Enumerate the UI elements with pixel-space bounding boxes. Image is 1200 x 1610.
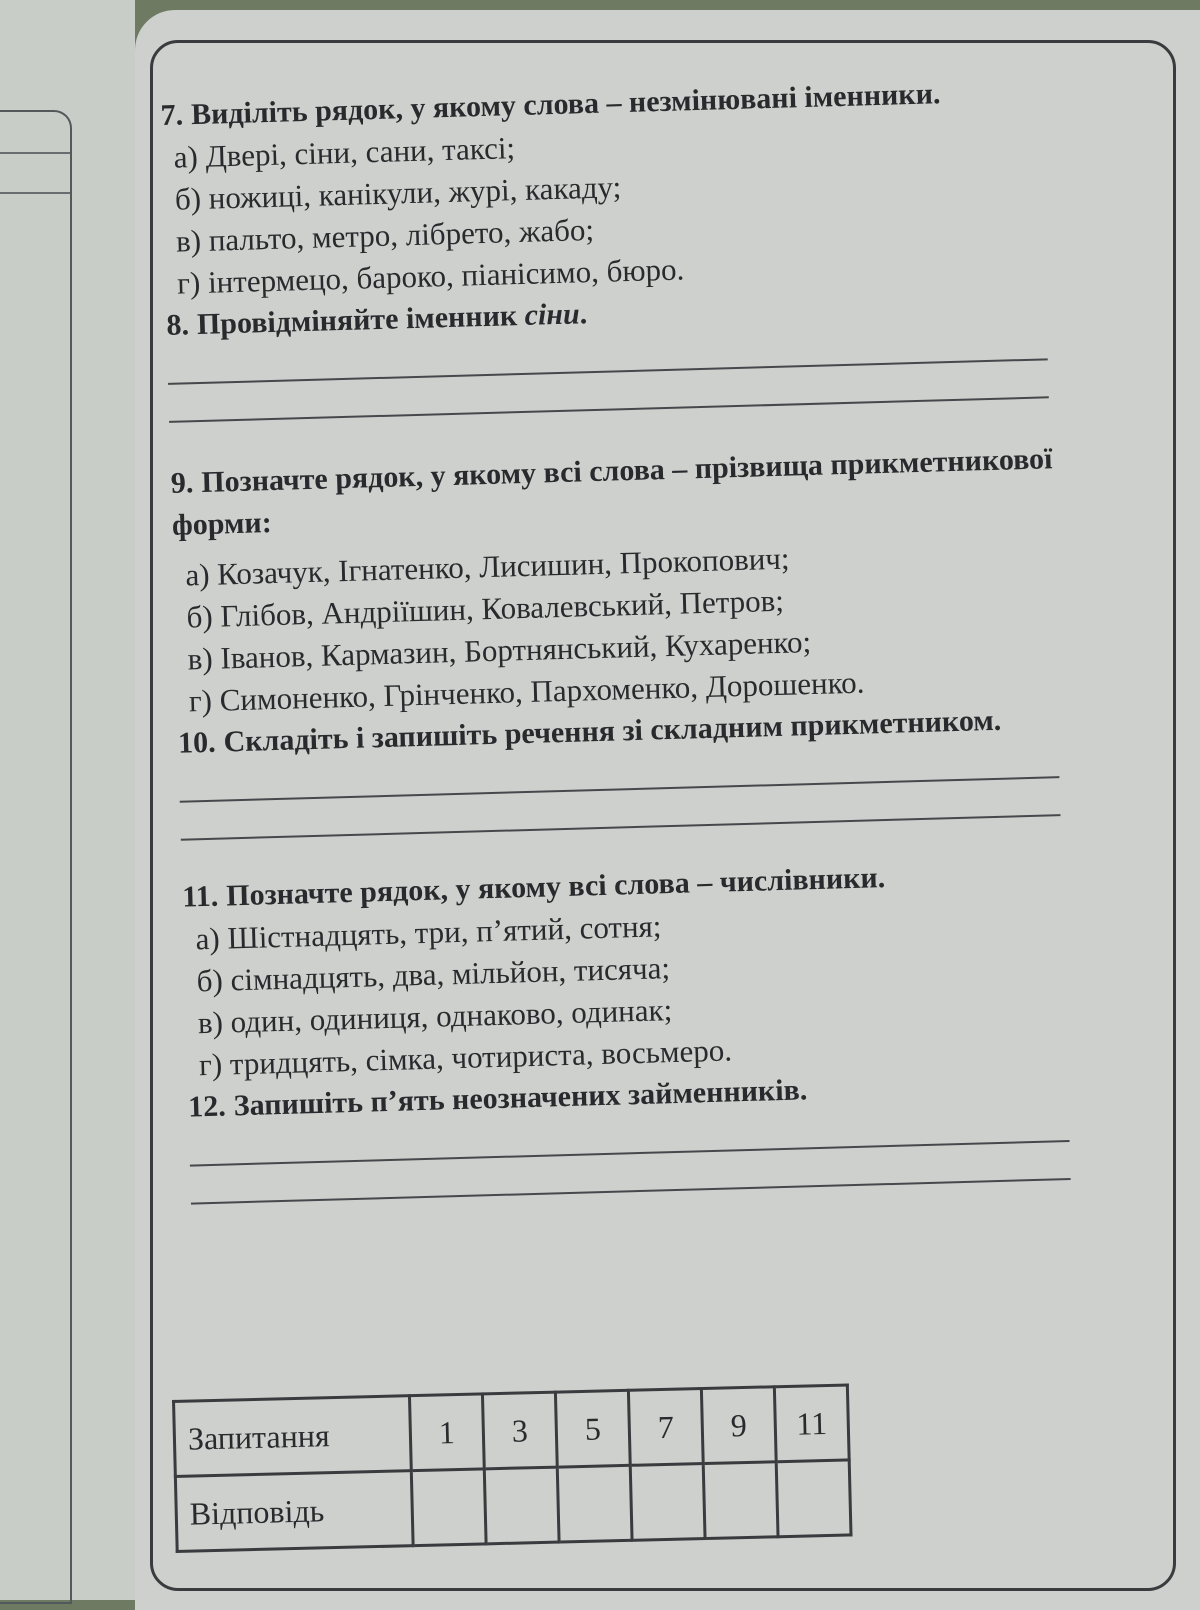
option: а) Козачук, Ігнатенко, Лисишин, Прокопович;: [184, 540, 790, 593]
answer-line[interactable]: [180, 776, 1060, 803]
answer-table-column-header: 1: [409, 1394, 484, 1471]
question-text: Позначте рядок, у якому всі слова – прізвища прикметникової форми:: [171, 442, 1053, 542]
answer-table: [172, 1383, 853, 1552]
question-text: Запишіть п’ять неозначених займенників.: [233, 1073, 808, 1123]
question-number: 8.: [165, 308, 190, 342]
option: в) один, одиниця, однаково, одинак;: [197, 992, 673, 1041]
question-trailing: .: [579, 297, 588, 331]
left-page-line: [0, 152, 70, 154]
answer-cell[interactable]: [776, 1460, 851, 1537]
question-number: 11.: [181, 879, 219, 914]
answer-cell[interactable]: [557, 1465, 632, 1542]
option: а) Двері, сіни, сани, таксі;: [173, 130, 516, 175]
answer-line[interactable]: [190, 1140, 1070, 1167]
question-text: Виділіть рядок, у якому слова – незмінювані іменники.: [190, 77, 941, 132]
option: г) інтермецо, бароко, піанісимо, бюро.: [176, 251, 685, 301]
option: в) пальто, метро, лібрето, жабо;: [175, 211, 595, 259]
answer-table-column-header: 5: [555, 1390, 630, 1467]
question-italic-word: сіни: [524, 297, 581, 332]
answer-cell[interactable]: [484, 1467, 559, 1544]
left-page: [0, 0, 135, 1600]
option: б) ножиці, канікули, журі, какаду;: [174, 169, 622, 217]
answer-table-column-header: 9: [701, 1387, 776, 1464]
option: а) Шістнадцять, три, п’ятий, сотня;: [195, 908, 662, 957]
question-number: 7.: [160, 98, 184, 132]
answer-cell[interactable]: [630, 1464, 705, 1541]
question-number: 9.: [170, 466, 194, 500]
question-number: 12.: [187, 1089, 227, 1124]
answer-cell[interactable]: [703, 1462, 778, 1539]
question-number: 10.: [177, 725, 217, 760]
left-page-frame: [0, 110, 72, 1604]
answer-cell[interactable]: [411, 1469, 486, 1546]
answer-table-column-header: 11: [774, 1385, 849, 1462]
question-text: Позначте рядок, у якому всі слова – числівники.: [225, 861, 886, 913]
option: б) Глібов, Андріїшин, Ковалевський, Петров;: [186, 582, 785, 635]
option: г) Симоненко, Грінченко, Пархоменко, Дорошенко.: [188, 664, 865, 719]
answer-line[interactable]: [168, 358, 1048, 385]
option: в) Іванов, Кармазин, Бортнянський, Кухаренко;: [187, 624, 812, 677]
answer-table-column-header: 7: [628, 1389, 703, 1466]
answer-table-row-label: Запитання: [174, 1396, 412, 1477]
question-text: Складіть і запишіть речення зі складним прикметником.: [223, 703, 1002, 759]
answer-table-row-label: Відповідь: [175, 1471, 413, 1552]
question-text: Провідміняйте іменник: [196, 299, 518, 342]
answer-table-column-header: 3: [482, 1392, 557, 1469]
exercise-content: [160, 68, 1171, 1205]
left-page-line: [0, 192, 70, 194]
answer-table-row: [175, 1460, 851, 1551]
option: г) тридцять, сімка, чотириста, восьмеро.: [198, 1032, 733, 1083]
option: б) сімнадцять, два, мільйон, тисяча;: [196, 950, 671, 999]
